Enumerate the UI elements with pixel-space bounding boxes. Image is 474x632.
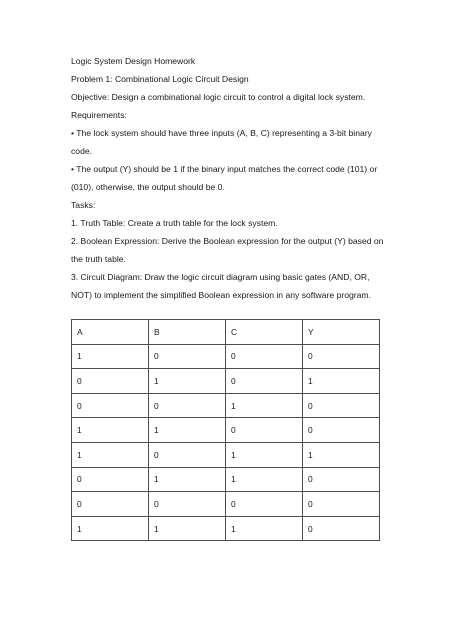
table-row (72, 344, 380, 369)
header-cell-c: C (226, 320, 303, 345)
table-row (72, 442, 380, 467)
document-title: Logic System Design Homework (71, 56, 196, 66)
cell-y: 0 (303, 467, 380, 492)
cell-c: 0 (226, 418, 303, 443)
cell-b: 1 (149, 418, 226, 443)
table-row (72, 516, 380, 541)
problem-heading: Problem 1: Combinational Logic Circuit Design (71, 74, 249, 84)
cell-y: 0 (303, 492, 380, 517)
requirement-2-line-2: (010), otherwise, the output should be 0. (71, 182, 225, 192)
cell-b: 0 (149, 442, 226, 467)
cell-a: 0 (72, 492, 149, 517)
table-row (72, 393, 380, 418)
task-1: 1. Truth Table: Create a truth table for the lock system. (71, 218, 278, 228)
homework-text (71, 52, 401, 304)
cell-a: 1 (72, 516, 149, 541)
table-row (72, 467, 380, 492)
requirement-1-line-1: • The lock system should have three inputs (A, B, C) representing a 3-bit binary (71, 128, 372, 138)
cell-b: 0 (149, 393, 226, 418)
cell-a: 1 (72, 418, 149, 443)
cell-b: 1 (149, 467, 226, 492)
cell-b: 0 (149, 492, 226, 517)
cell-c: 1 (226, 467, 303, 492)
cell-b: 1 (149, 516, 226, 541)
task-3-line-2: NOT) to implement the simplified Boolean expression in any software program. (71, 290, 371, 300)
requirement-1-line-2: code. (71, 146, 93, 156)
cell-y: 1 (303, 442, 380, 467)
cell-c: 0 (226, 492, 303, 517)
table-header-row (72, 320, 380, 345)
cell-b: 0 (149, 344, 226, 369)
requirement-2-line-1: • The output (Y) should be 1 if the binary input matches the correct code (101) or (71, 164, 378, 174)
task-2-line-2: the truth table. (71, 254, 126, 264)
cell-y: 0 (303, 418, 380, 443)
cell-c: 0 (226, 344, 303, 369)
cell-a: 1 (72, 344, 149, 369)
table-row (72, 369, 380, 394)
cell-a: 1 (72, 442, 149, 467)
cell-c: 1 (226, 393, 303, 418)
cell-c: 1 (226, 442, 303, 467)
table-row (72, 492, 380, 517)
truth-table (71, 319, 380, 541)
cell-c: 1 (226, 516, 303, 541)
cell-y: 0 (303, 344, 380, 369)
task-3-line-1: 3. Circuit Diagram: Draw the logic circuit diagram using basic gates (AND, OR, (71, 272, 370, 282)
cell-y: 0 (303, 516, 380, 541)
cell-c: 0 (226, 369, 303, 394)
header-cell-b: B (149, 320, 226, 345)
table-row (72, 418, 380, 443)
cell-a: 0 (72, 467, 149, 492)
header-cell-y: Y (303, 320, 380, 345)
task-2-line-1: 2. Boolean Expression: Derive the Boolean expression for the output (Y) based on (71, 236, 384, 246)
header-cell-a: A (72, 320, 149, 345)
cell-a: 0 (72, 393, 149, 418)
requirements-heading: Requirements: (71, 110, 127, 120)
cell-a: 0 (72, 369, 149, 394)
cell-b: 1 (149, 369, 226, 394)
cell-y: 1 (303, 369, 380, 394)
tasks-heading: Tasks: (71, 200, 96, 210)
objective-text: Objective: Design a combinational logic circuit to control a digital lock system. (71, 92, 366, 102)
cell-y: 0 (303, 393, 380, 418)
